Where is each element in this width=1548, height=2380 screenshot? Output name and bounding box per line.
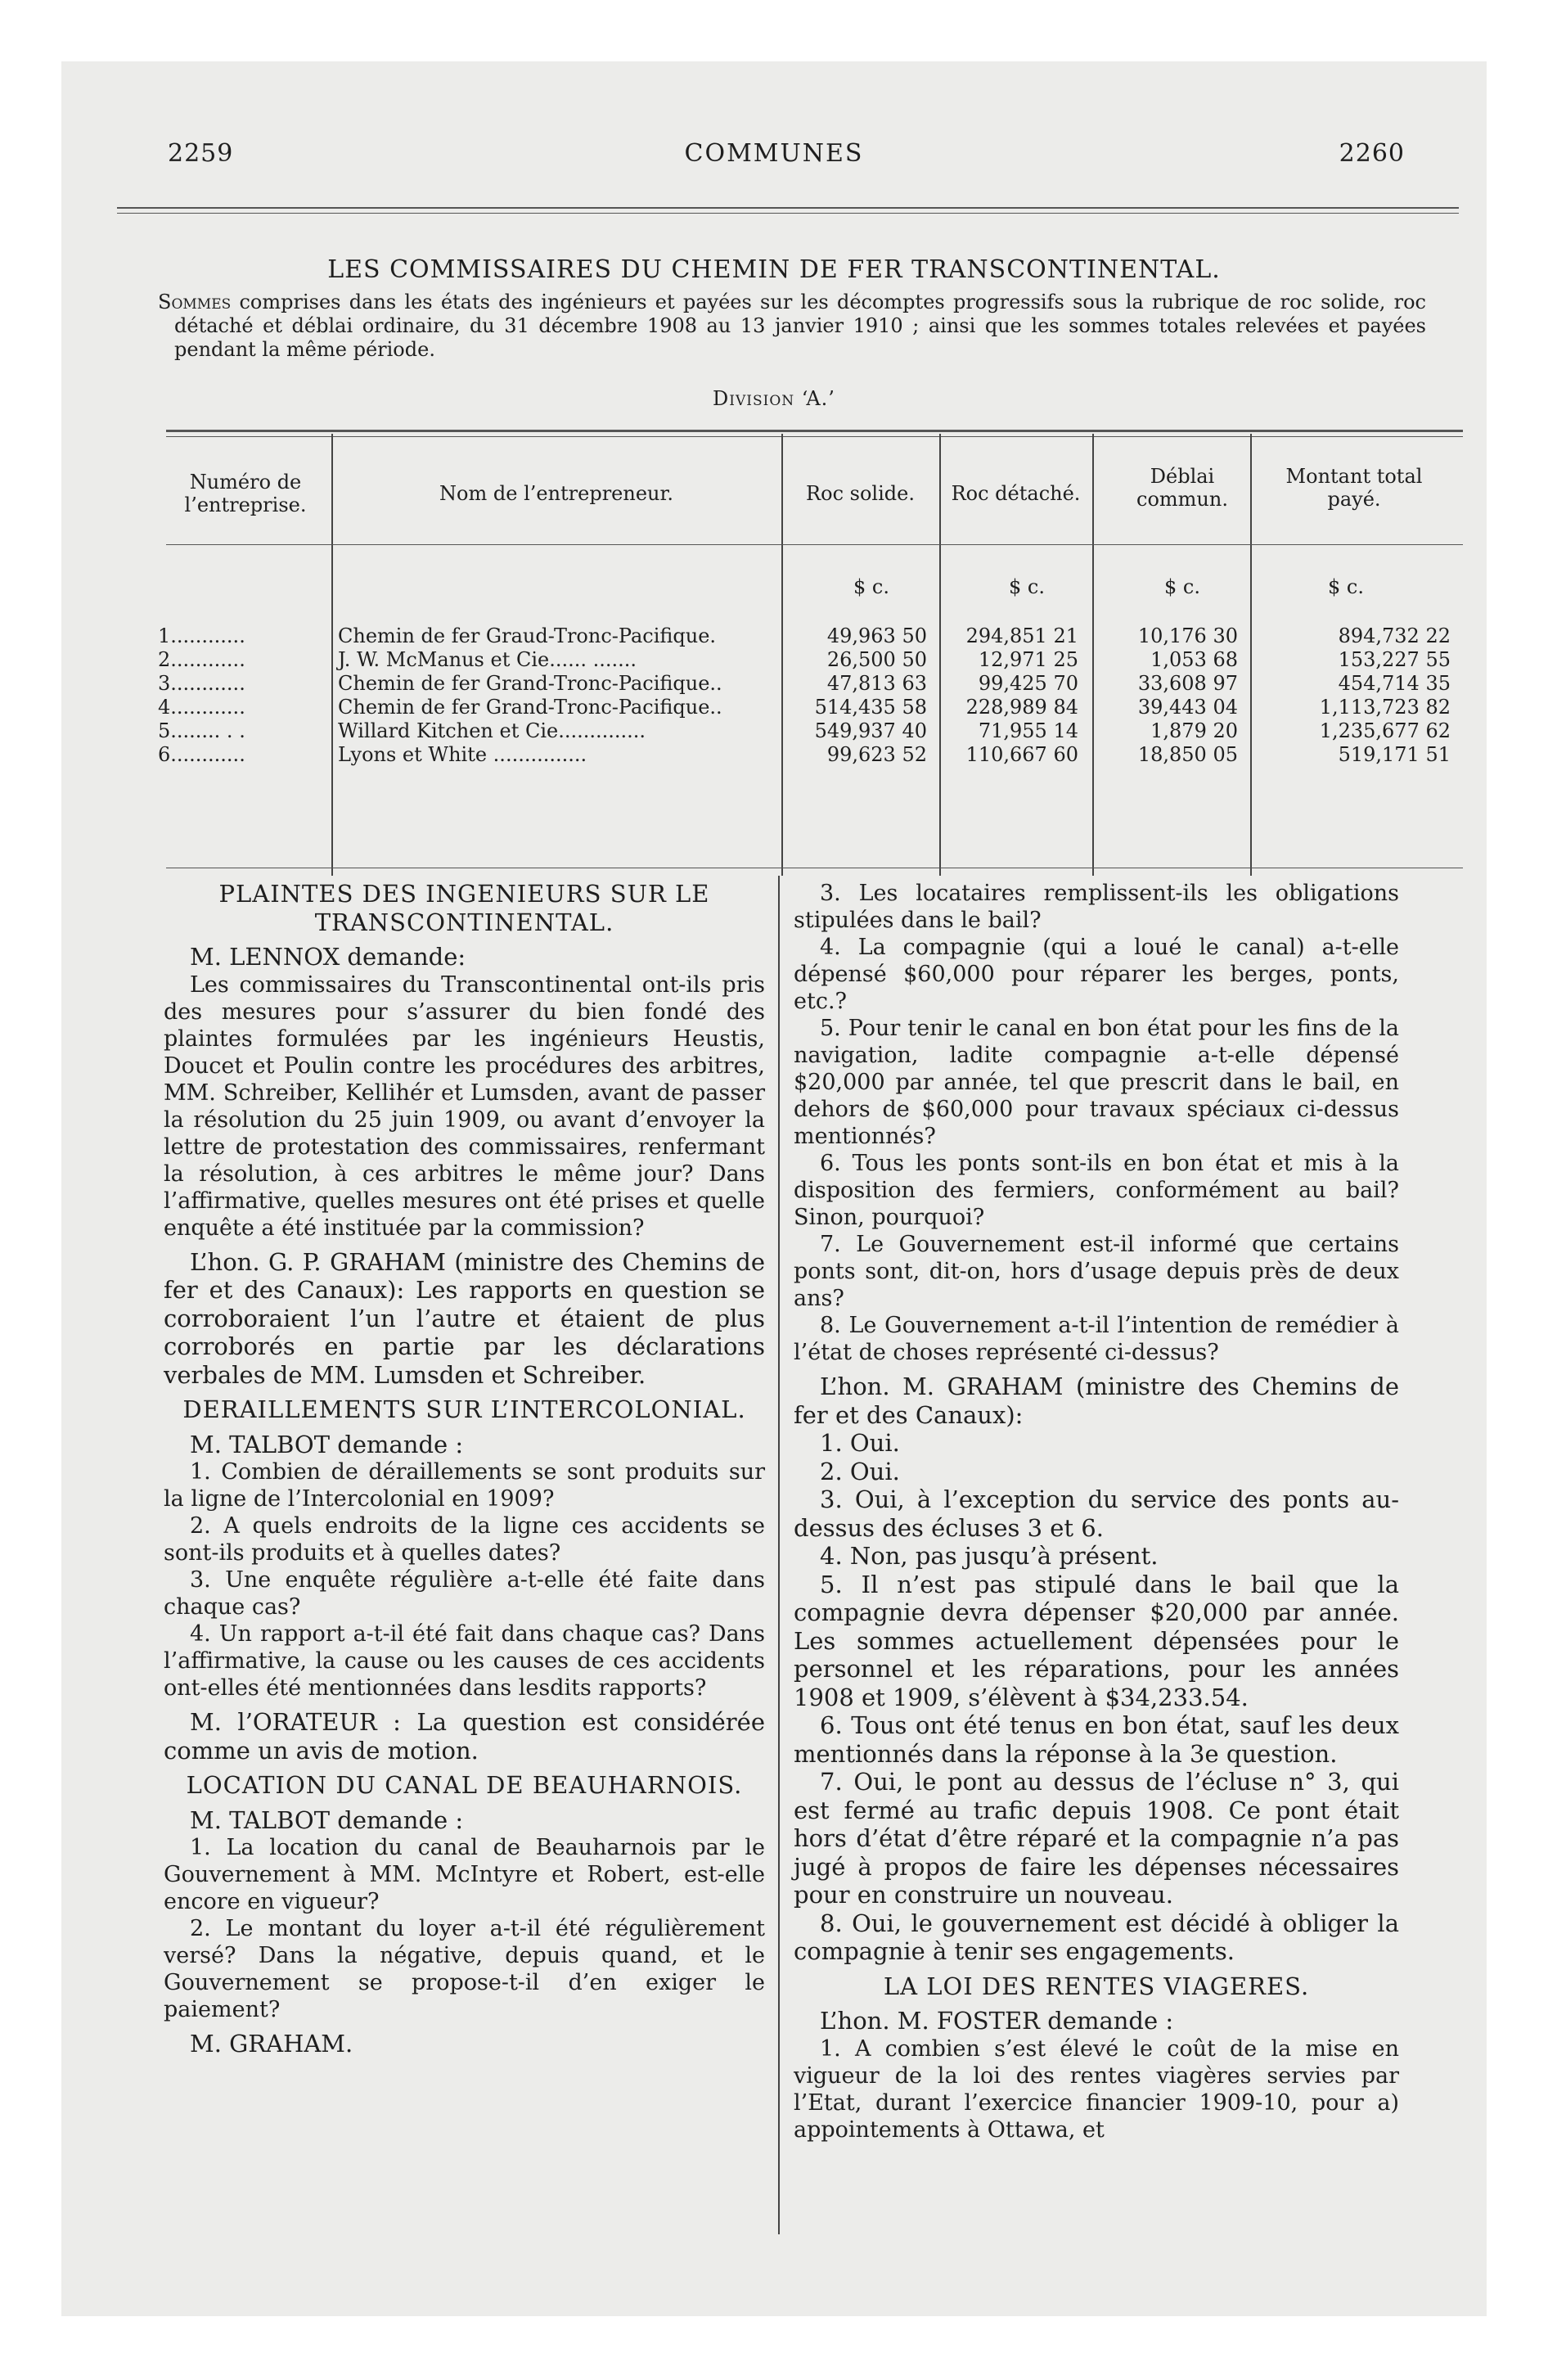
left-page-number: 2259 [168, 139, 234, 168]
answer-text: 6. Tous ont été tenus en bon état, sauf les deux mentionnés dans la réponse à la 3e question. [794, 1711, 1399, 1768]
roc-detache-value: 110,667 60 [965, 743, 1078, 766]
table-row: 5........ . . [158, 719, 245, 742]
unit-roc-detache: $ c. [1009, 575, 1045, 598]
header-rule-thin [117, 213, 1459, 214]
table-row: 2............ [158, 648, 245, 671]
contractor-name: J. W. McManus et Cie...... ....... [338, 648, 637, 671]
table-row: 1............ [158, 624, 245, 647]
speaker-foster: L’hon. M. FOSTER demande : [820, 2007, 1174, 2035]
heading-rentes: LA LOI DES RENTES VIAGERES. [883, 1972, 1310, 2000]
header-name: Nom de l’entrepreneur. [439, 482, 673, 505]
question-text: 6. Tous les ponts sont-ils en bon état et mis à la disposition des fermiers, conformément au bail? Sinon, pourquoi? [794, 1151, 1399, 1230]
left-text-column [164, 880, 765, 2058]
question-text: 1. La location du canal de Beauharnois par le Gouvernement à MM. McIntyre et Robert, est-elle encore en vigueur? [164, 1835, 765, 1914]
speaker-graham: L’hon. M. GRAHAM (ministre des Chemins de fer et des Canaux): [794, 1373, 1399, 1429]
running-head: COMMUNES [684, 139, 864, 168]
contractor-name: Chemin de fer Grand-Tronc-Pacifique.. [338, 672, 722, 695]
answer-text: 4. Non, pas jusqu’à présent. [820, 1542, 1159, 1570]
speaker-talbot: M. TALBOT demande : [190, 1430, 464, 1458]
roc-solide-value: 549,937 40 [814, 719, 927, 742]
table-row: 4............ [158, 696, 245, 719]
section-title: LES COMMISSAIRES DU CHEMIN DE FER TRANSCONTINENTAL. [327, 255, 1221, 284]
contractor-name: Chemin de fer Grand-Tronc-Pacifique.. [338, 696, 722, 719]
header-rule [117, 207, 1459, 209]
speaker-talbot: M. TALBOT demande : [190, 1805, 464, 1834]
montant-value: 1,235,677 62 [1319, 719, 1451, 742]
roc-solide-value: 26,500 50 [826, 648, 927, 671]
division-label: Division ‘A.’ [713, 387, 835, 410]
deblai-value: 1,053 68 [1150, 648, 1238, 671]
table-row: 3............ [158, 672, 245, 695]
question-text: 7. Le Gouvernement est-il informé que certains ponts sont, dit-on, hors d’usage depuis près de deux ans? [794, 1232, 1399, 1311]
question-text: 2. A quels endroits de la ligne ces accidents se sont-ils produits et à quelles dates? [164, 1513, 765, 1566]
deblai-value: 18,850 05 [1137, 743, 1238, 766]
question-text: 3. Une enquête régulière a-t-elle été faite dans chaque cas? [164, 1567, 765, 1620]
header-deblai: Déblai commun. [1136, 465, 1228, 511]
roc-solide-value: 49,963 50 [826, 624, 927, 647]
speaker-orateur: M. l’ORATEUR : La question est considérée comme un avis de motion. [164, 1708, 765, 1765]
heading-deraillements: DERAILLEMENTS SUR L’INTERCOLONIAL. [182, 1395, 746, 1423]
intro-lead: Sommes [158, 291, 232, 313]
roc-solide-value: 99,623 52 [826, 743, 927, 766]
header-num: Numéro de l’entreprise. [184, 471, 307, 516]
question-text: 1. Combien de déraillements se sont produits sur la ligne de l’Intercolonial en 1909? [164, 1459, 765, 1512]
right-text-column [794, 880, 1399, 2143]
answer-text: 3. Oui, à l’exception du service des ponts au-dessus des écluses 3 et 6. [794, 1485, 1399, 1542]
table-top-rule [166, 430, 1463, 432]
speaker-graham: M. GRAHAM. [190, 2030, 353, 2058]
unit-montant: $ c. [1328, 575, 1364, 598]
deblai-value: 1,879 20 [1150, 719, 1238, 742]
header-roc-detache: Roc détaché. [951, 482, 1081, 505]
roc-detache-value: 294,851 21 [965, 624, 1078, 647]
roc-detache-value: 99,425 70 [978, 672, 1078, 695]
unit-roc-solide: $ c. [853, 575, 889, 598]
question-text: 5. Pour tenir le canal en bon état pour les fins de la navigation, ladite compagnie a-t-elle dépensé $20,000 par année, tel que prescrit dans le bail, en dehors de $60,000 pour travaux spéciaux ci-dessus mentionnés? [794, 1016, 1399, 1149]
deblai-value: 39,443 04 [1137, 696, 1238, 719]
document-page [61, 61, 1487, 2316]
answer-text: 8. Oui, le gouvernement est décidé à obliger la compagnie à tenir ses engagements. [794, 1909, 1399, 1965]
heading-plaintes: PLAINTES DES INGENIEURS SUR LE TRANSCONTINENTAL. [218, 880, 710, 936]
intro-text: comprises dans les états des ingénieurs et payées sur les décomptes progressifs sous la rubrique de roc solide, roc détaché et déblai ordinaire, du 31 décembre 1908 au 13 janvier 1910 ; ainsi que les sommes totales relevées et payées pendant la même période. [174, 291, 1426, 361]
montant-value: 153,227 55 [1338, 648, 1451, 671]
deblai-value: 10,176 30 [1137, 624, 1238, 647]
right-page-number: 2260 [1339, 139, 1405, 168]
header-roc-solide: Roc solide. [806, 482, 915, 505]
question-text: 4. La compagnie (qui a loué le canal) a-t-elle dépensé $60,000 pour réparer les berges, ponts, etc.? [794, 935, 1399, 1014]
roc-detache-value: 12,971 25 [978, 648, 1078, 671]
roc-solide-value: 514,435 58 [814, 696, 927, 719]
montant-value: 454,714 35 [1338, 672, 1451, 695]
header-bottom-rule [166, 544, 1463, 545]
montant-value: 894,732 22 [1338, 624, 1451, 647]
question-text: 1. A combien s’est élevé le coût de la mise en vigueur de la loi des rentes viagères servies par l’Etat, durant l’exercice financier 1909-10, pour a) appointements à Ottawa, et [794, 2035, 1399, 2143]
speaker-lennox: M. LENNOX demande: [190, 943, 466, 971]
montant-value: 1,113,723 82 [1319, 696, 1451, 719]
question-text: 4. Un rapport a-t-il été fait dans chaque cas? Dans l’affirmative, la cause ou les causes de ces accidents ont-elles été mentionnées dans lesdits rapports? [164, 1621, 765, 1701]
intro-paragraph [158, 291, 1426, 362]
contractor-name: Chemin de fer Graud-Tronc-Pacifique. [338, 624, 717, 647]
question-text: 8. Le Gouvernement a-t-il l’intention de remédier à l’état de choses représenté ci-dessus? [794, 1313, 1399, 1365]
montant-value: 519,171 51 [1338, 743, 1451, 766]
roc-detache-value: 228,989 84 [965, 696, 1078, 719]
contractor-name: Willard Kitchen et Cie.............. [338, 719, 646, 742]
roc-detache-value: 71,955 14 [978, 719, 1078, 742]
answer-graham: L’hon. G. P. GRAHAM (ministre des Chemins de fer et des Canaux): Les rapports en question se corroboraient l’un l’autre et étaient de plus corroborés en partie par les déclarations verbales de MM. Lumsden et Schreiber. [164, 1247, 765, 1389]
answer-text: 1. Oui. [820, 1429, 900, 1457]
question-text: 3. Les locataires remplissent-ils les obligations stipulées dans le bail? [794, 881, 1399, 933]
question-text: Les commissaires du Transcontinental ont-ils pris des mesures pour s’assurer du bien fondé des plaintes formulées par les ingénieurs Heustis, Doucet et Poulin contre les procédures des arbitres, MM. Schreiber, Kellihér et Lumsden, avant de passer la résolution du 25 juin 1909, ou avant d’envoyer la lettre de protestation des commissaires, renfermant la résolution, à ces arbitres le même jour? Dans l’affirmative, quelles mesures ont été prises et quelle enquête a été instituée par la commission? [164, 971, 765, 1241]
question-text: 2. Le montant du loyer a-t-il été régulièrement versé? Dans la négative, depuis quand, et le Gouvernement se propose-t-il d’en exiger le paiement? [164, 1916, 765, 2022]
header-montant: Montant total payé. [1285, 465, 1423, 511]
table-top-rule-thin [166, 436, 1463, 437]
unit-deblai: $ c. [1164, 575, 1200, 598]
roc-solide-value: 47,813 63 [826, 672, 927, 695]
heading-location: LOCATION DU CANAL DE BEAUHARNOIS. [186, 1771, 743, 1799]
contractor-name: Lyons et White ............... [338, 743, 587, 766]
answer-text: 5. Il n’est pas stipulé dans le bail que la compagnie devra dépenser $20,000 par année. Les sommes actuellement dépensées pour le personnel et les réparations, pour les années 1908 et 1909, s’élèvent à $34,233.54. [794, 1570, 1399, 1711]
answer-text: 7. Oui, le pont au dessus de l’écluse n° 3, qui est fermé au trafic depuis 1908. Ce pont était hors d’état d’être réparé et la compagnie n’a pas jugé à propos de faire les dépenses nécessaires pour en construire un nouveau. [794, 1768, 1399, 1909]
deblai-value: 33,608 97 [1137, 672, 1238, 695]
table-row: 6............ [158, 743, 245, 766]
answer-text: 2. Oui. [820, 1457, 900, 1485]
column-divider [778, 876, 780, 2234]
